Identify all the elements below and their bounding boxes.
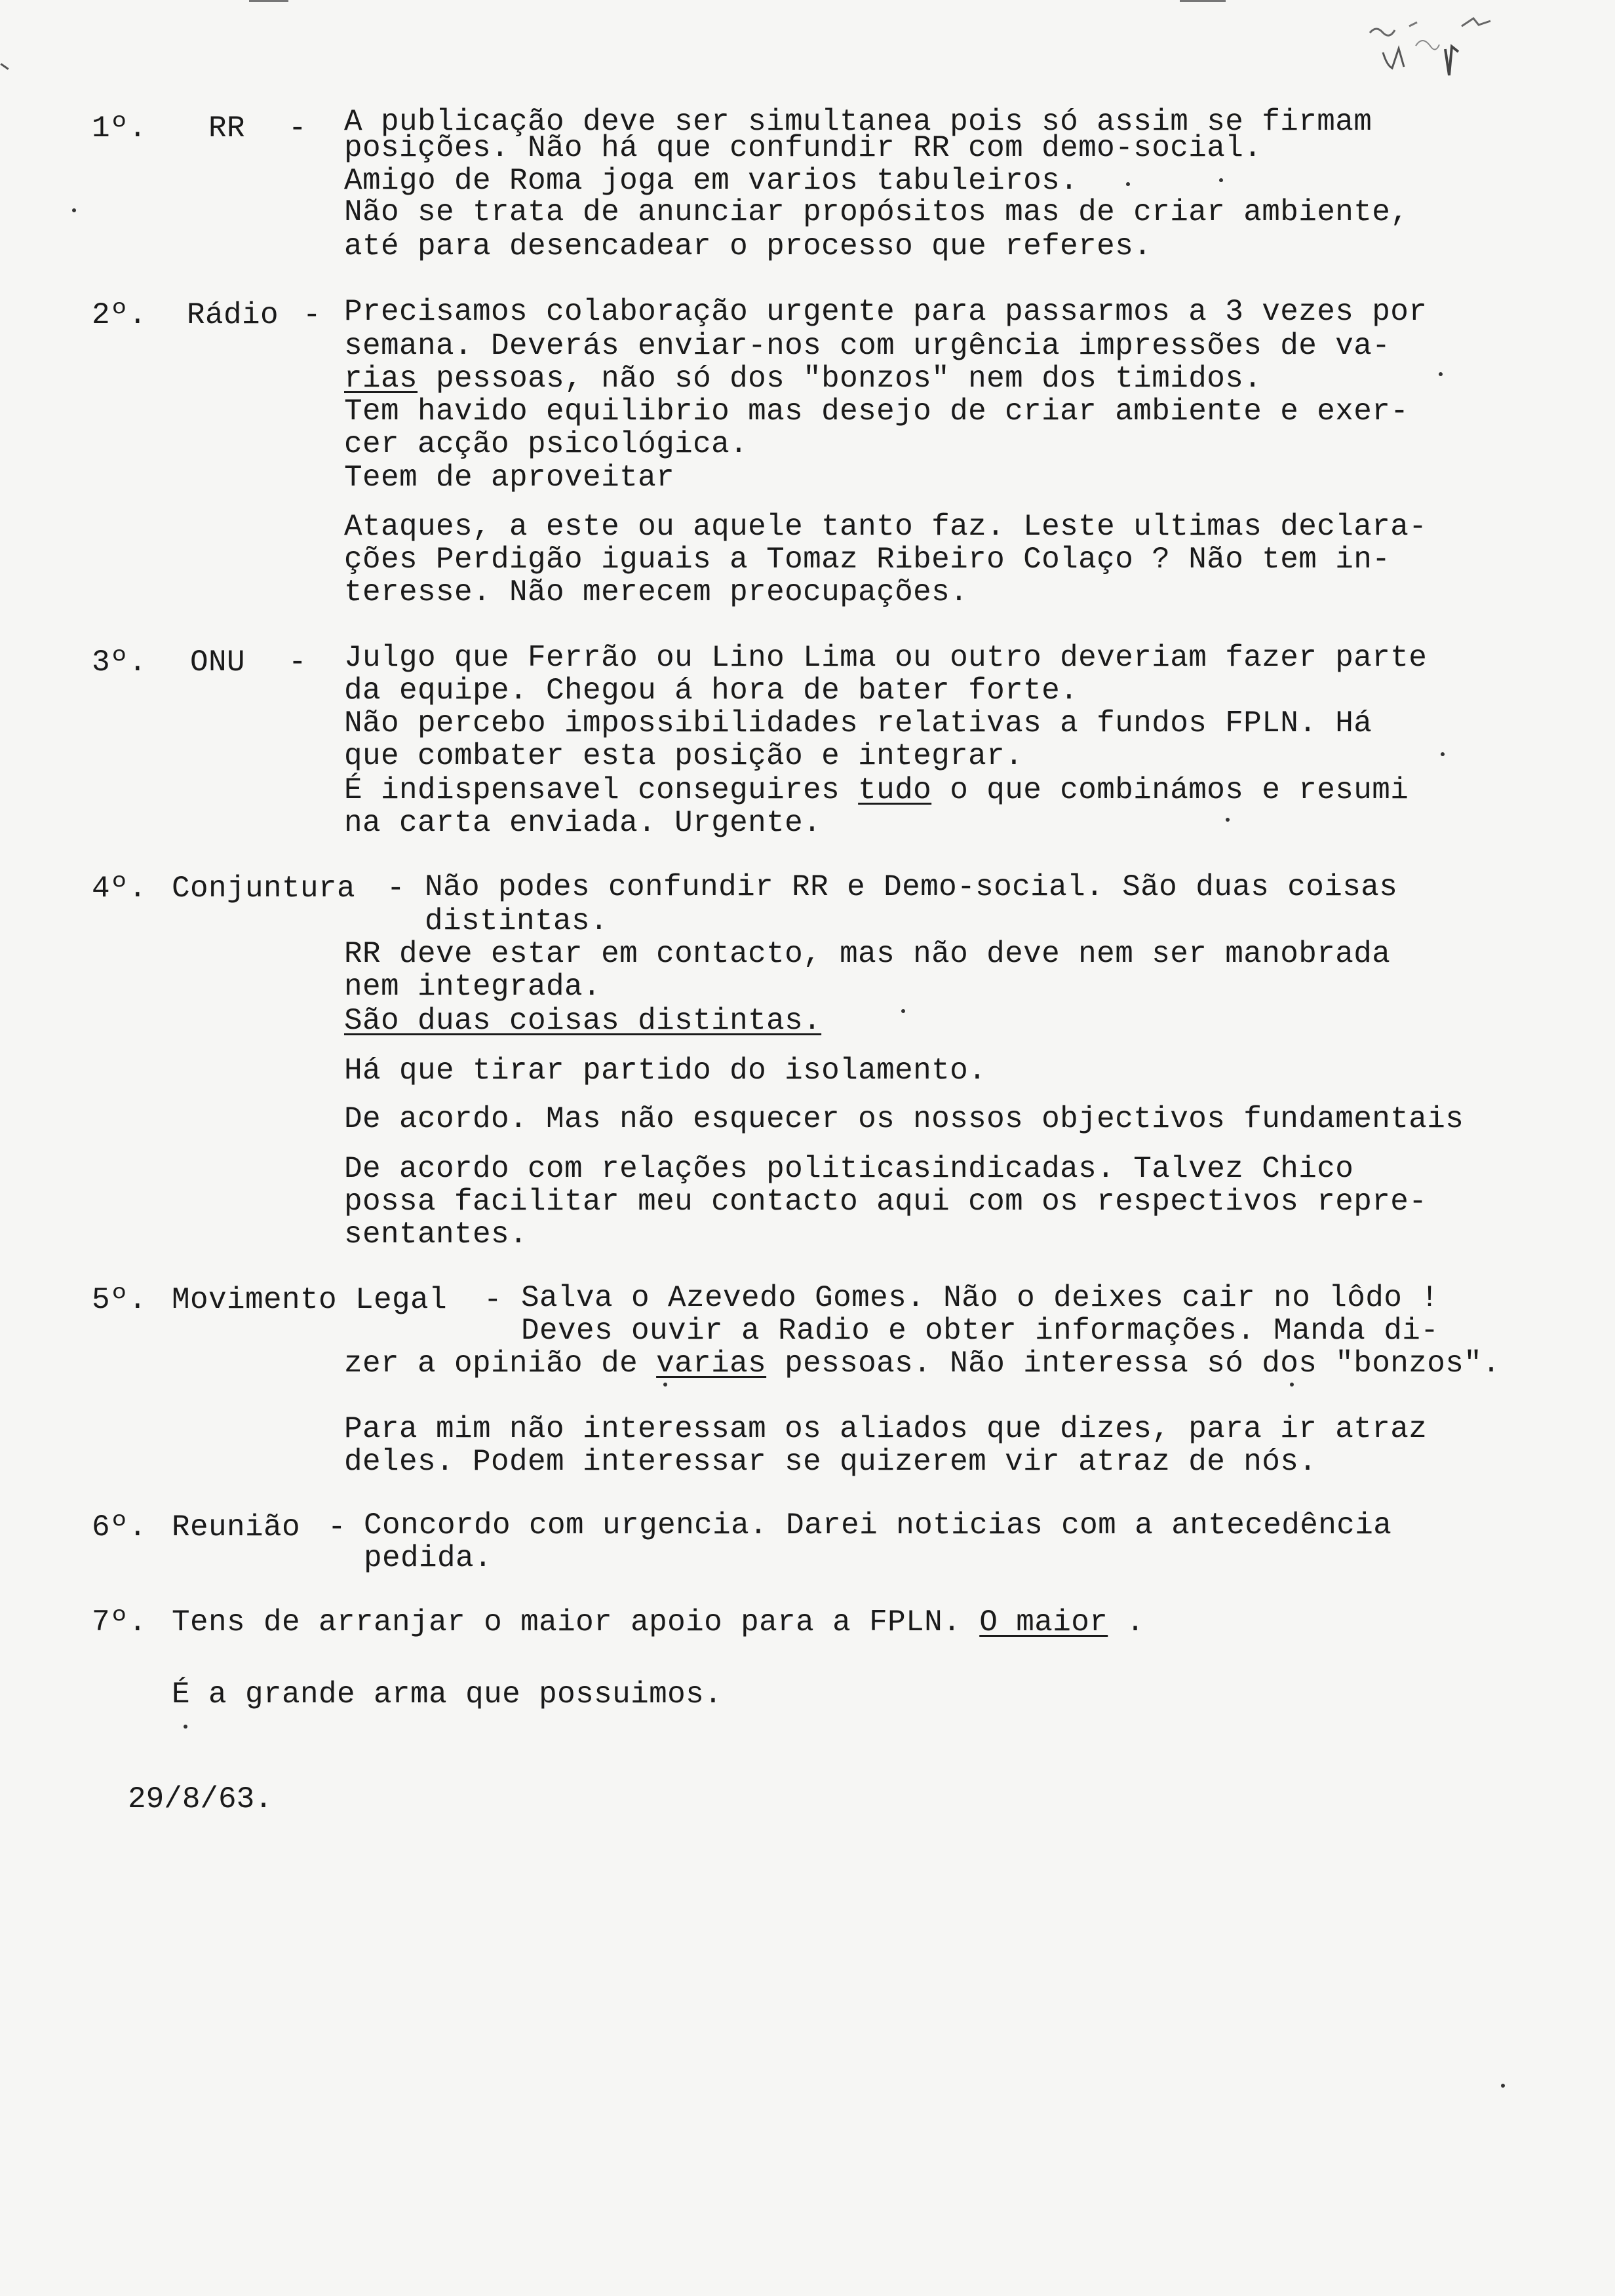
text-line-underlined: São duas coisas distintas. (344, 1004, 822, 1038)
text-line: semana. Deverás enviar-nos com urgência impressões de va- (344, 329, 1391, 363)
text-line: Para mim não interessam os aliados que dizes, para ir atraz (344, 1412, 1428, 1446)
item-number: 3º. (92, 645, 147, 679)
underlined-word: rias (344, 362, 418, 396)
item-label: Movimento Legal (172, 1283, 448, 1317)
scan-edge-mark (249, 0, 288, 2)
underlined-word: tudo (858, 773, 932, 807)
text-line: da equipe. Chegou á hora de bater forte. (344, 674, 1079, 708)
text-line: Não se trata de anunciar propósitos mas de criar ambiente, (344, 195, 1409, 229)
text-line: deles. Podem interessar se quizerem vir atraz de nós. (344, 1445, 1317, 1479)
text-line: É indispensavel conseguires tudo o que combinámos e resumi (344, 773, 1409, 807)
text-line: Salva o Azevedo Gomes. Não o deixes cair no lôdo ! (521, 1281, 1439, 1315)
closing-line: É a grande arma que possuimos. (172, 1677, 723, 1712)
ink-speck (663, 1383, 667, 1387)
item-dash: - (328, 1510, 347, 1544)
ink-speck (901, 1009, 905, 1013)
text-line: Deves ouvir a Radio e obter informações. Manda di- (521, 1314, 1439, 1348)
text-line: que combater esta posição e integrar. (344, 739, 1024, 773)
text-line: ções Perdigão iguais a Tomaz Ribeiro Colaço ? Não tem in- (344, 543, 1391, 577)
item-label: Conjuntura (172, 871, 356, 906)
text-line: Concordo com urgencia. Darei noticias com a antecedência (364, 1508, 1392, 1542)
item-number: 7º. (92, 1605, 147, 1639)
document-date: 29/8/63. (128, 1782, 273, 1816)
underlined-phrase: O maior (979, 1605, 1108, 1639)
item-label: ONU (190, 645, 246, 679)
item-label: Rádio (187, 298, 279, 332)
text-line: Teem de aproveitar (344, 461, 675, 495)
item-number: 4º. (92, 871, 147, 906)
text-line: sentantes. (344, 1217, 528, 1252)
item-number: 1º. (92, 111, 147, 145)
item-dash: - (288, 645, 307, 679)
item-label: RR (208, 111, 246, 145)
item-dash: - (288, 111, 307, 145)
item-number: 5º. (92, 1283, 147, 1317)
text-line: Não podes confundir RR e Demo-social. São duas coisas (425, 870, 1398, 904)
text-line: nem integrada. (344, 970, 602, 1004)
text-line: rias pessoas, não só dos "bonzos" nem dos timidos. (344, 362, 1262, 396)
text-line: Amigo de Roma joga em varios tabuleiros. (344, 164, 1079, 198)
text-line: Tens de arranjar o maior apoio para a FPLN. O maior . (172, 1605, 1145, 1639)
text-line: Julgo que Ferrão ou Lino Lima ou outro deveriam fazer parte (344, 641, 1428, 675)
item-number: 6º. (92, 1510, 147, 1544)
underlined-word: varias (656, 1347, 767, 1381)
text-line: Precisamos colaboração urgente para passarmos a 3 vezes por (344, 295, 1428, 329)
scan-edge-mark (1180, 0, 1226, 2)
handwritten-scribble-icon (1331, 7, 1501, 92)
text-line: zer a opinião de varias pessoas. Não interessa só dos "bonzos". (344, 1347, 1501, 1381)
text-line: possa facilitar meu contacto aqui com os respectivos repre- (344, 1185, 1428, 1219)
text-line: A publicação deve ser simultanea pois só assim se firmam (344, 105, 1372, 139)
text-line: Tem havido equilibrio mas desejo de criar ambiente e exer- (344, 394, 1409, 429)
text-line: pedida. (364, 1541, 493, 1575)
text-line: Ataques, a este ou aquele tanto faz. Leste ultimas declara- (344, 510, 1428, 544)
item-dash: - (484, 1283, 503, 1317)
ink-speck (1501, 2084, 1505, 2088)
margin-mark (0, 63, 9, 69)
ink-speck (1126, 182, 1130, 186)
text-line: posições. Não há que confundir RR com demo-social. (344, 131, 1262, 165)
text-line: até para desencadear o processo que referes. (344, 229, 1152, 263)
text-line: Não percebo impossibilidades relativas a fundos FPLN. Há (344, 706, 1372, 740)
item-number: 2º. (92, 298, 147, 332)
ink-speck (1441, 752, 1445, 756)
ink-speck (72, 208, 76, 212)
ink-speck (1290, 1383, 1294, 1387)
ink-speck (1439, 372, 1443, 376)
text-line: De acordo. Mas não esquecer os nossos objectivos fundamentais (344, 1102, 1464, 1136)
text-line: De acordo com relações politicasindicadas. Talvez Chico (344, 1152, 1354, 1186)
text-line: na carta enviada. Urgente. (344, 806, 822, 840)
text-line: teresse. Não merecem preocupações. (344, 575, 969, 609)
item-dash: - (303, 298, 322, 332)
text-line: distintas. (425, 904, 609, 938)
item-label: Reunião (172, 1510, 301, 1544)
text-line: Há que tirar partido do isolamento. (344, 1054, 987, 1088)
ink-speck (1226, 818, 1230, 822)
ink-speck (1219, 178, 1223, 182)
text-line: RR deve estar em contacto, mas não deve nem ser manobrada (344, 937, 1391, 971)
text-line: cer acção psicológica. (344, 427, 749, 461)
ink-speck (184, 1725, 187, 1729)
item-dash: - (387, 871, 406, 906)
